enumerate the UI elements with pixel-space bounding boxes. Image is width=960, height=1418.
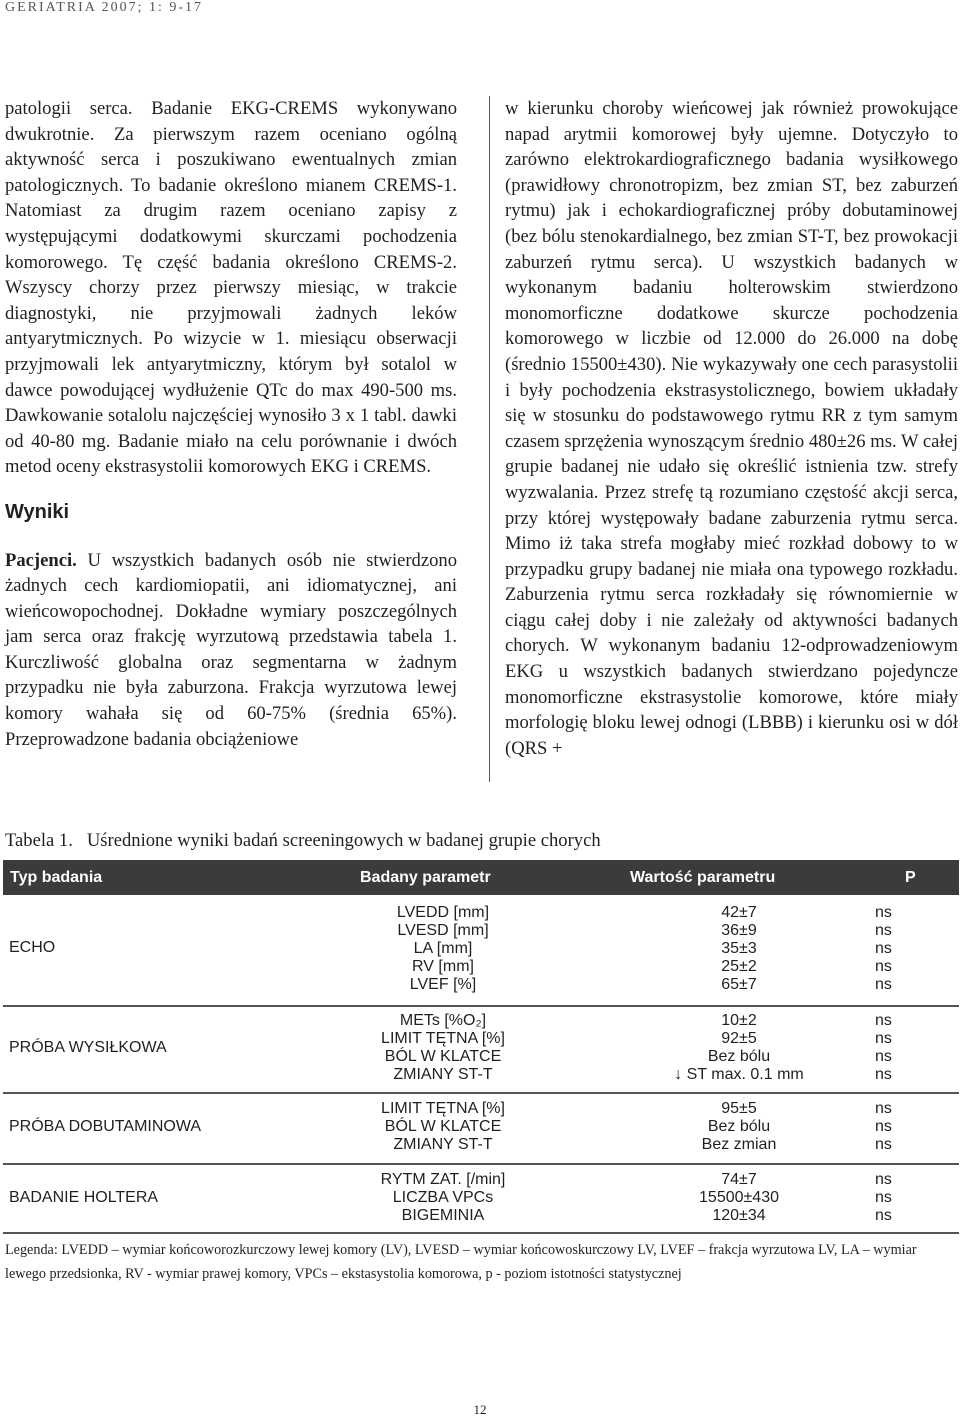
table-caption-text: Uśrednione wyniki badań screeningowych w badanej grupie chorych	[86, 830, 601, 851]
param-cell: LVESD [mm]	[397, 922, 489, 939]
group-divider	[3, 1163, 959, 1165]
value-cell: 36±9	[721, 922, 757, 939]
value-cell: Bez zmian	[701, 1136, 777, 1153]
p-cell: ns	[875, 1048, 892, 1065]
table-row	[3, 976, 959, 994]
table-row	[3, 940, 959, 958]
group-divider	[3, 1005, 959, 1007]
p-cell: ns	[875, 904, 892, 921]
group-type-label: BADANIE HOLTERA	[9, 1189, 159, 1206]
param-cell: BÓL W KLATCE	[384, 1118, 502, 1135]
p-cell: ns	[875, 1100, 892, 1117]
group-type-label: PRÓBA WYSIŁKOWA	[9, 1039, 167, 1056]
param-cell: RV [mm]	[412, 958, 474, 975]
param-cell: BÓL W KLATCE	[384, 1048, 502, 1065]
p-cell: ns	[875, 958, 892, 975]
param-cell: LVEDD [mm]	[396, 904, 490, 921]
value-cell: 74±7	[721, 1171, 757, 1188]
p-cell: ns	[875, 1066, 892, 1083]
body-paragraph: w kierunku choroby wieńcowej jak również prowokujące napad arytmii komorowej były ujemne. Dotyczyło to zarówno elektrokardiograficznego badania wysiłkowego (prawidłowy chronotropizm, bez zmian ST, bez zaburzeń rytmu) jak i echokardiograficznej próby dobutaminowej (bez bólu stenokardialnego, bez zmian ST-T, bez prowokacji zaburzeń rytmu serca). U wszystkich badanych w wykonanym badaniu holterowskim stwierdzono monomorficzne dodatkowe skurcze pochodzenia komorowego w liczbie od 12.000 do 26.000 na dobę (średnio 15500±430). Nie wykazywały one cech parasystolii i były pochodzenia ekstrasystolicznego, bowiem układały się w stosunku do podstawowego rytmu RR z tym samym czasem sprzężenia wynoszącym średnio 480±26 ms. W całej grupie badanej nie udało się określić istnienia tzw. strefy wyzwalania. Przez strefę tą rozumiano częstość akcji serca, przy której występowały badane zaburzenia rytmu serca. Mimo iż taka strefa mogłaby mieć rozkład dobowy to w przypadku grupy badanej nie miała ona typowego rozkładu. Zaburzenia rytmu serca rozkładały się równomiernie w ciągu całej doby i nie zależały od aktywności badanych chorych. W wykonanym badaniu 12-odprowadzeniowym EKG u wszystkich badanych stwierdzano pojedyncze monomorficzne ekstrasystolie komorowe, które miały morfologię bloku lewej odnogi (LBBB) i kierunku osi w dół (QRS +	[505, 98, 958, 759]
table-row	[3, 1207, 959, 1225]
table-legend: Legenda: LVEDD – wymiar końcoworozkurczowy lewej komory (LV), LVESD – wymiar końcowoskurczowy LV, LVEF – frakcja wyrzutowa LV, LA – wymiar lewego przedsionka, RV - wymiar prawej komory, VPCs – ekstasystolia komorowa, p - poziom istotności statystycznej	[5, 1242, 917, 1282]
p-cell: ns	[875, 1136, 892, 1153]
param-cell: LIMIT TĘTNA [%]	[381, 1100, 505, 1117]
column-divider	[489, 96, 490, 782]
group-divider	[3, 1092, 959, 1094]
paragraph-lead-in: Pacjenci.	[5, 549, 77, 571]
value-cell: 120±34	[712, 1207, 766, 1224]
body-paragraph	[5, 548, 457, 753]
table-caption-number: Tabela 1.	[5, 830, 73, 851]
table-row	[3, 1030, 959, 1048]
table-row	[3, 922, 959, 940]
table-bottom-rule	[3, 1232, 959, 1234]
right-column	[505, 96, 958, 761]
param-cell: METs [%O₂]	[399, 1012, 487, 1029]
table-row	[3, 1136, 959, 1154]
table-row	[3, 1189, 959, 1207]
column-header-type: Typ badania	[10, 869, 103, 886]
value-cell: 42±7	[721, 904, 757, 921]
param-cell: LVEF [%]	[409, 976, 477, 993]
param-cell: ZMIANY ST-T	[393, 1136, 493, 1153]
p-cell: ns	[875, 1012, 892, 1029]
body-paragraph: patologii serca. Badanie EKG-CREMS wykonywano dwukrotnie. Za pierwszym razem oceniano ogólną aktywność serca i poszukiwano ewentualnych zmian patologicznych. To badanie określono mianem CREMS-1. Natomiast za drugim razem oceniano zapisy z występującymi dodatkowymi skurczami pochodzenia komorowego. Tę część badania określono CREMS-2. Wszyscy chorzy przez pierwszy miesiąc, w trakcie diagnostyki, nie przyjmowali żadnych leków antyarytmicznych. Po wizycie w 1. miesiącu obserwacji przyjmowali lek antyarytmiczny, którym był sotalol w dawce powodującej wydłużenie QTc do max 490-500 ms. Dawkowanie sotalolu najczęściej wynosiło 3 x 1 tabl. dawki od 40-80 mg. Badanie miało na celu porównanie i dwóch metod oceny ekstrasystolii komorowych EKG i CREMS.	[5, 98, 457, 478]
column-header-p: P	[905, 869, 916, 886]
group-type-label: PRÓBA DOBUTAMINOWA	[9, 1118, 202, 1135]
value-cell: 25±2	[721, 958, 757, 975]
value-cell: Bez bólu	[707, 1048, 771, 1065]
table-row	[3, 1066, 959, 1084]
param-cell: ZMIANY ST-T	[393, 1066, 493, 1083]
param-cell: BIGEMINIA	[401, 1207, 485, 1224]
column-header-parameter: Badany parametr	[360, 869, 491, 886]
value-cell: 35±3	[721, 940, 757, 957]
p-cell: ns	[875, 1030, 892, 1047]
p-cell: ns	[875, 940, 892, 957]
p-cell: ns	[875, 1171, 892, 1188]
table-row	[3, 1171, 959, 1189]
value-cell: 92±5	[721, 1030, 757, 1047]
value-cell: 15500±430	[699, 1189, 779, 1206]
p-cell: ns	[875, 1118, 892, 1135]
value-cell: 95±5	[721, 1100, 757, 1117]
param-cell: LA [mm]	[413, 940, 473, 957]
table-row	[3, 1100, 959, 1118]
page-number: 12	[473, 1402, 487, 1417]
param-cell: LICZBA VPCs	[392, 1189, 494, 1206]
value-cell: Bez bólu	[707, 1118, 771, 1135]
value-cell: ↓ ST max. 0.1 mm	[674, 1066, 804, 1083]
table-row	[3, 1012, 959, 1030]
table-row	[3, 1118, 959, 1136]
running-head: GERIATRIA 2007; 1: 9-17	[5, 0, 204, 15]
table-row	[3, 1048, 959, 1066]
section-heading: Wyniki	[5, 500, 70, 523]
paragraph-text: U wszystkich badanych osób nie stwierdzono żadnych cech kardiomiopatii, ani idiomatycznej, ani wieńcowopochodnej. Dokładne wymiary poszczególnych jam serca oraz frakcję wyrzutową przedstawia tabela 1. Kurczliwość globalna oraz segmentarna w żadnym przypadku nie była zaburzona. Frakcja wyrzutowa lewej komory wahała się od 60-75% (średnia 65%). Przeprowadzone badania obciążeniowe	[5, 549, 457, 750]
p-cell: ns	[875, 922, 892, 939]
param-cell: RYTM ZAT. [/min]	[380, 1171, 506, 1188]
value-cell: 65±7	[721, 976, 757, 993]
table-row	[3, 904, 959, 922]
p-cell: ns	[875, 1189, 892, 1206]
table-header	[3, 860, 959, 895]
table-row	[3, 958, 959, 976]
value-cell: 10±2	[721, 1012, 757, 1029]
p-cell: ns	[875, 1207, 892, 1224]
left-column	[5, 96, 457, 752]
p-cell: ns	[875, 976, 892, 993]
param-cell: LIMIT TĘTNA [%]	[381, 1030, 505, 1047]
group-type-label: ECHO	[9, 939, 56, 956]
column-header-value: Wartość parametru	[630, 869, 776, 886]
table-caption	[5, 830, 601, 852]
